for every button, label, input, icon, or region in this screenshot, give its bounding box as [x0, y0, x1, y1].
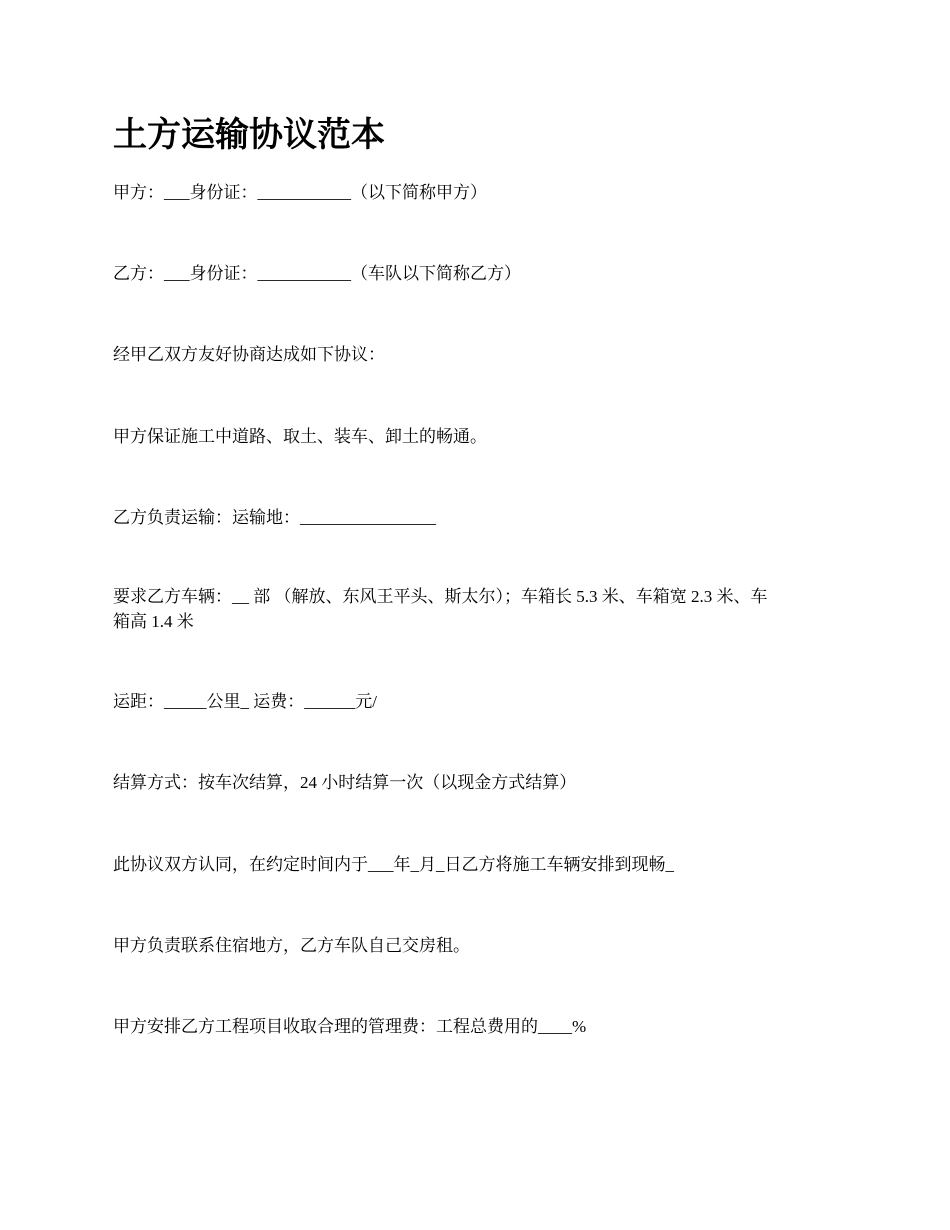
vehicle-requirements-line-1: 要求乙方车辆：__ 部 （解放、东风王平头、斯太尔）；车箱长 5.3 米、车箱宽 2.3 米、车: [113, 587, 768, 606]
party-a-line: 甲方：___身份证：___________（以下简称甲方）: [113, 183, 487, 202]
clause-schedule: 此协议双方认同，在约定时间内于___年_月_日乙方将施工车辆安排到现畅_: [113, 855, 674, 874]
clause-distance-fee: 运距：_____公里_ 运费：______元/: [113, 692, 377, 711]
clause-settlement: 结算方式：按车次结算，24 小时结算一次（以现金方式结算）: [113, 773, 577, 792]
clause-management-fee: 甲方安排乙方工程项目收取合理的管理费：工程总费用的____%: [113, 1017, 587, 1036]
clause-vehicle-requirements: [113, 584, 838, 634]
vehicle-requirements-line-2: 箱高 1.4 米: [113, 612, 194, 631]
clause-accommodation: 甲方负责联系住宿地方，乙方车队自己交房租。: [113, 936, 470, 955]
clause-transport-location: 乙方负责运输：运输地：________________: [113, 508, 436, 527]
document-title: 土方运输协议范本: [113, 117, 385, 154]
clause-road-access: 甲方保证施工中道路、取土、装车、卸土的畅通。: [113, 427, 487, 446]
party-b-line: 乙方：___身份证：___________（车队以下简称乙方）: [113, 264, 521, 283]
agreement-intro: 经甲乙双方友好协商达成如下协议：: [113, 345, 385, 364]
